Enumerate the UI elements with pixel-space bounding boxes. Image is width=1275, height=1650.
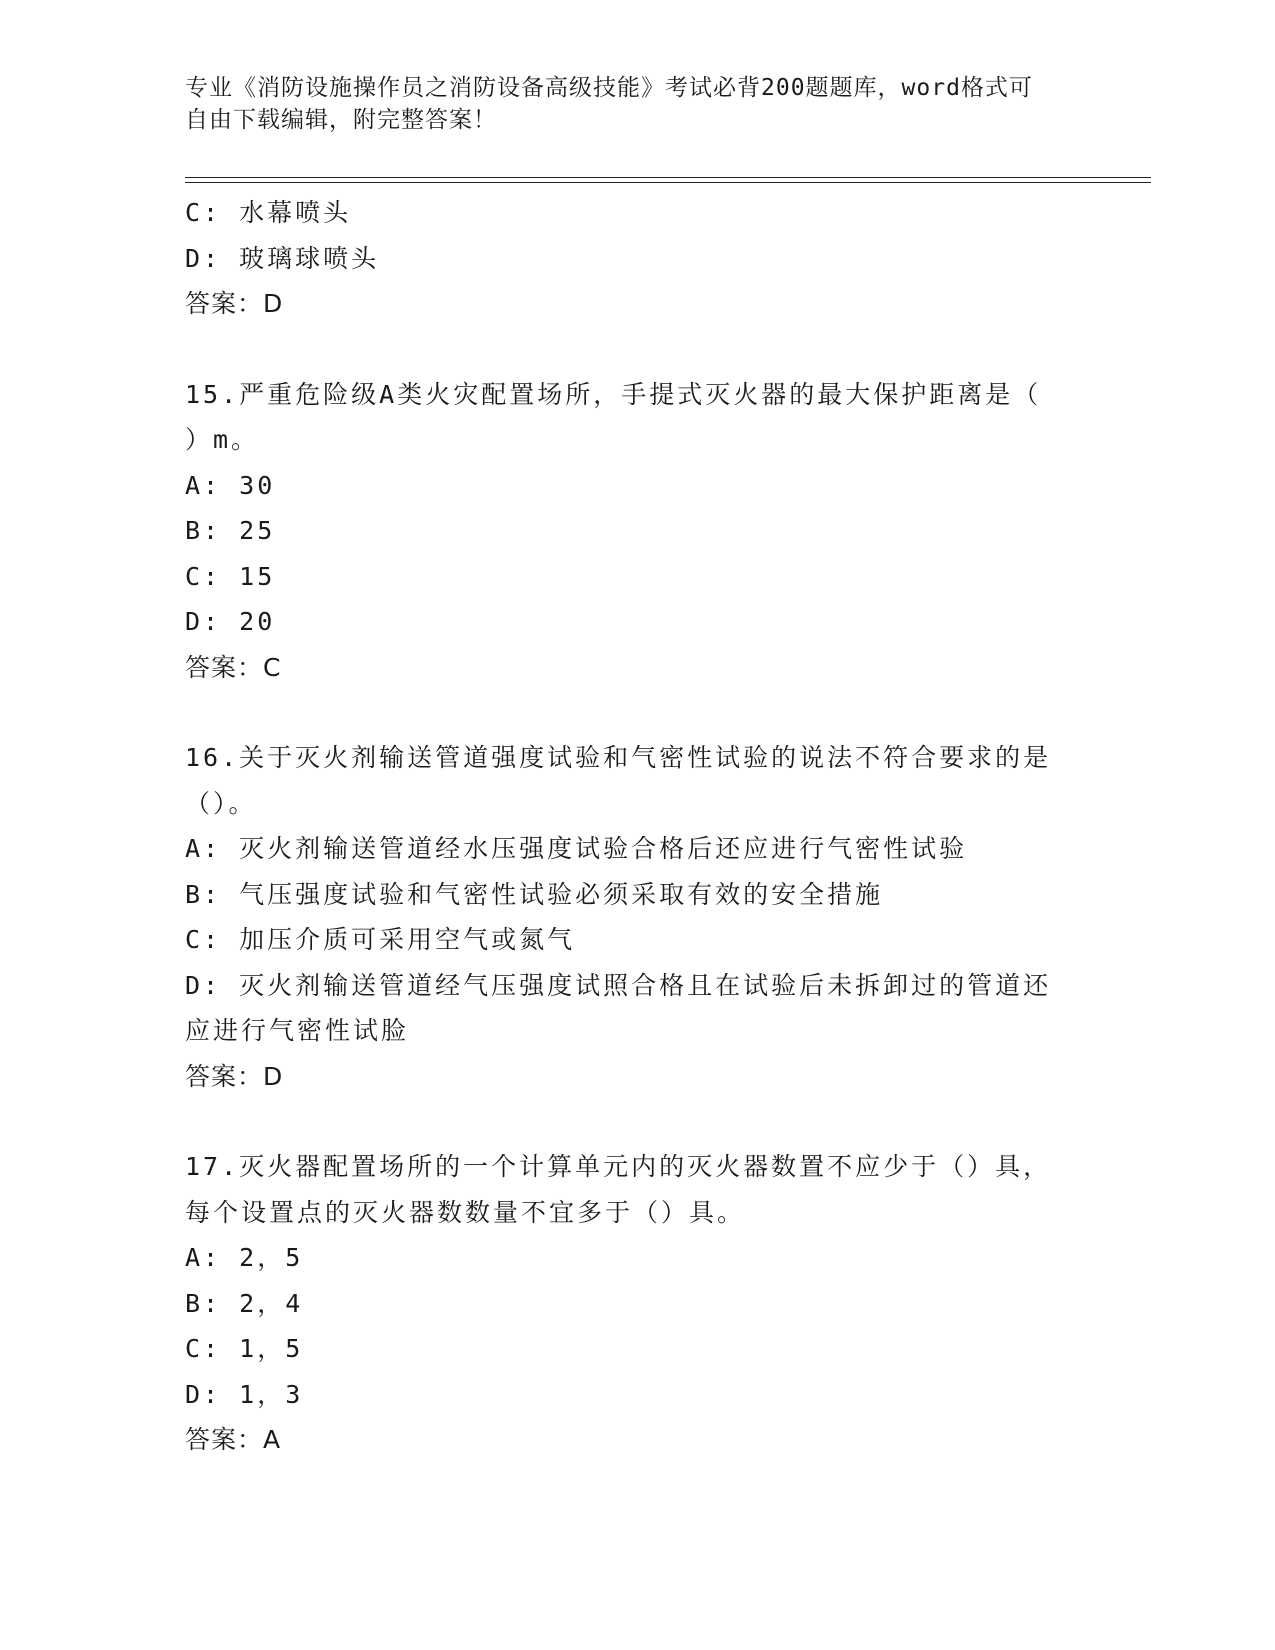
option-d: D: 1，3 bbox=[185, 1379, 304, 1409]
option-c: C: 水幕喷头 bbox=[185, 198, 352, 227]
question-content bbox=[185, 190, 1085, 1463]
option-a: A: 灭火剂输送管道经水压强度试验合格后还应进行气密性试验 bbox=[185, 834, 968, 863]
header-title-line-1: 专业《消防设施操作员之消防设备高级技能》考试必背200题题库，word格式可 bbox=[185, 75, 1033, 101]
question-stem-line: 16.关于灭火剂输送管道强度试验和气密性试验的说法不符合要求的是 bbox=[185, 743, 1052, 772]
spacer bbox=[185, 327, 1085, 372]
question-stem-line: ）m。 bbox=[185, 425, 260, 454]
question-14-continued bbox=[185, 190, 1085, 327]
option-d-continued: 应进行气密性试脸 bbox=[185, 1016, 410, 1045]
option-a: A: 2，5 bbox=[185, 1243, 304, 1272]
answer-line: 答案：D bbox=[185, 289, 284, 318]
question-stem-line: 15.严重危险级A类火灾配置场所，手提式灭火器的最大保护距离是（ bbox=[185, 379, 1042, 409]
question-17 bbox=[185, 1144, 1085, 1463]
spacer bbox=[185, 690, 1085, 735]
header-title-line-2: 自由下载编辑，附完整答案！ bbox=[185, 107, 497, 133]
option-c: C: 15 bbox=[185, 561, 276, 591]
question-stem-line: 17.灭火器配置场所的一个计算单元内的灭火器数置不应少于（）具， bbox=[185, 1152, 1052, 1181]
document-header bbox=[185, 72, 1065, 136]
header-divider-top bbox=[185, 177, 1151, 178]
option-c: C: 加压介质可采用空气或氮气 bbox=[185, 925, 576, 954]
option-d: D: 玻璃球喷头 bbox=[185, 243, 380, 273]
option-a: A: 30 bbox=[185, 470, 276, 500]
option-b: B: 2，4 bbox=[185, 1288, 304, 1318]
answer-line: 答案：C bbox=[185, 652, 282, 682]
answer-line: 答案：D bbox=[185, 1061, 284, 1091]
option-b: B: 气压强度试验和气密性试验必须采取有效的安全措施 bbox=[185, 879, 884, 909]
option-b: B: 25 bbox=[185, 516, 276, 545]
question-15 bbox=[185, 372, 1085, 691]
option-d: D: 20 bbox=[185, 607, 276, 636]
header-divider-bottom bbox=[185, 182, 1151, 183]
question-stem-line: （）。 bbox=[185, 788, 257, 818]
spacer bbox=[185, 1099, 1085, 1144]
question-16 bbox=[185, 735, 1085, 1099]
answer-line: 答案：A bbox=[185, 1425, 282, 1454]
option-c: C: 1，5 bbox=[185, 1334, 304, 1363]
question-stem-line: 每个设置点的灭火器数数量不宜多于（）具。 bbox=[185, 1197, 746, 1227]
option-d: D: 灭火剂输送管道经气压强度试照合格且在试验后未拆卸过的管道还 bbox=[185, 970, 1052, 1000]
